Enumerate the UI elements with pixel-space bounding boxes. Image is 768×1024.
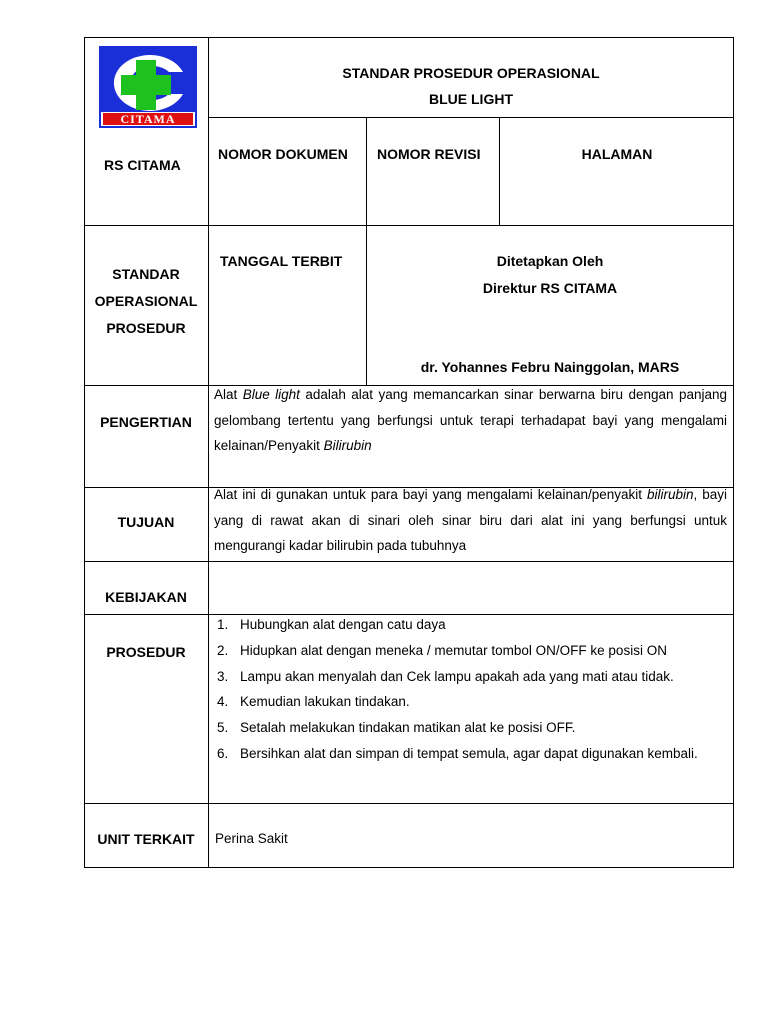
rule-header-title: [208, 117, 734, 118]
step-text: Setalah melakukan tindakan matikan alat ke posisi OFF.: [240, 720, 576, 736]
prosedur-step: [214, 614, 729, 640]
step-text: Lampu akan menyalah dan Cek lampu apakah ada yang mati atau tidak.: [240, 668, 674, 684]
kebijakan-label: KEBIJAKAN: [105, 589, 187, 605]
doc-subtitle: BLUE LIGHT: [429, 91, 513, 107]
step-number: 2.: [217, 642, 229, 658]
director-label: Direktur RS CITAMA: [482, 280, 618, 296]
rule-header-bottom: [84, 225, 734, 226]
issue-date-label: TANGGAL TERBIT: [220, 253, 343, 269]
step-number: 1.: [217, 617, 229, 632]
prosedur-label: PROSEDUR: [106, 644, 186, 660]
revision-label: NOMOR REVISI: [377, 146, 481, 162]
pengertian-text: [214, 382, 727, 459]
prosedur-step: [214, 691, 729, 717]
prosedur-step: [214, 743, 729, 769]
sop-label-line2: OPERASIONAL: [94, 293, 198, 309]
prosedur-steps: [214, 614, 729, 769]
step-number: 4.: [217, 694, 229, 710]
pengertian-text-3: adalah alat yang memancarkan sinar berwarna biru dengan panjang gelombang tertentu yang berfungsi untuk terapi terhadapat bayi yang mengalami kelainan/Penyakit: [214, 387, 727, 453]
logo-text: CITAMA: [120, 112, 176, 126]
step-number: 3.: [217, 668, 229, 684]
pengertian-text-4: Bilirubin: [323, 438, 372, 453]
unit-terkait-label: UNIT TERKAIT: [97, 831, 195, 847]
tujuan-text-2: bilirubin: [646, 487, 694, 502]
step-text: Bersihkan alat dan simpan di tempat semula, agar dapat digunakan kembali.: [240, 745, 698, 761]
step-number: 6.: [217, 745, 229, 761]
step-number: 5.: [217, 720, 229, 736]
tujuan-text-3: , bayi yang di rawat akan di sinari oleh sinar biru dari alat ini yang berfungsi untuk mengurangi kadar bilirubin pada tubuhnya: [214, 487, 727, 553]
sop-label-line1: STANDAR: [112, 266, 180, 282]
step-text: Hubungkan alat dengan catu daya: [240, 617, 446, 632]
pengertian-text-1: Alat: [214, 387, 243, 402]
unit-terkait-value: Perina Sakit: [215, 831, 288, 846]
doc-title: STANDAR PROSEDUR OPERASIONAL: [342, 65, 600, 81]
set-by-label: Ditetapkan Oleh: [496, 253, 604, 269]
prosedur-step: [214, 640, 729, 666]
step-text: Kemudian lakukan tindakan.: [240, 694, 410, 710]
rule-revision-page: [499, 117, 500, 225]
doc-number-label: NOMOR DOKUMEN: [218, 146, 348, 162]
step-text: Hidupkan alat dengan meneka / memutar tombol ON/OFF ke posisi ON: [240, 642, 667, 658]
hospital-logo: [99, 46, 197, 128]
page-label: HALAMAN: [581, 146, 653, 162]
hospital-name: RS CITAMA: [104, 157, 181, 173]
signatory-name: dr. Yohannes Febru Nainggolan, MARS: [420, 359, 680, 375]
tujuan-text-1: Alat ini di gunakan untuk para bayi yang mengalami kelainan/penyakit: [214, 487, 647, 502]
sop-label-line3: PROSEDUR: [106, 320, 186, 336]
prosedur-step: [214, 666, 729, 692]
prosedur-step: [214, 717, 729, 743]
rule-docnum-revision: [366, 117, 367, 385]
pengertian-text-2: Blue light: [242, 387, 300, 402]
pengertian-label: PENGERTIAN: [100, 414, 192, 430]
tujuan-label: TUJUAN: [117, 514, 175, 530]
tujuan-text: [214, 482, 727, 559]
rule-prosedur-bottom: [84, 803, 734, 804]
rule-tujuan-bottom: [84, 561, 734, 562]
rule-left-column: [208, 37, 209, 868]
